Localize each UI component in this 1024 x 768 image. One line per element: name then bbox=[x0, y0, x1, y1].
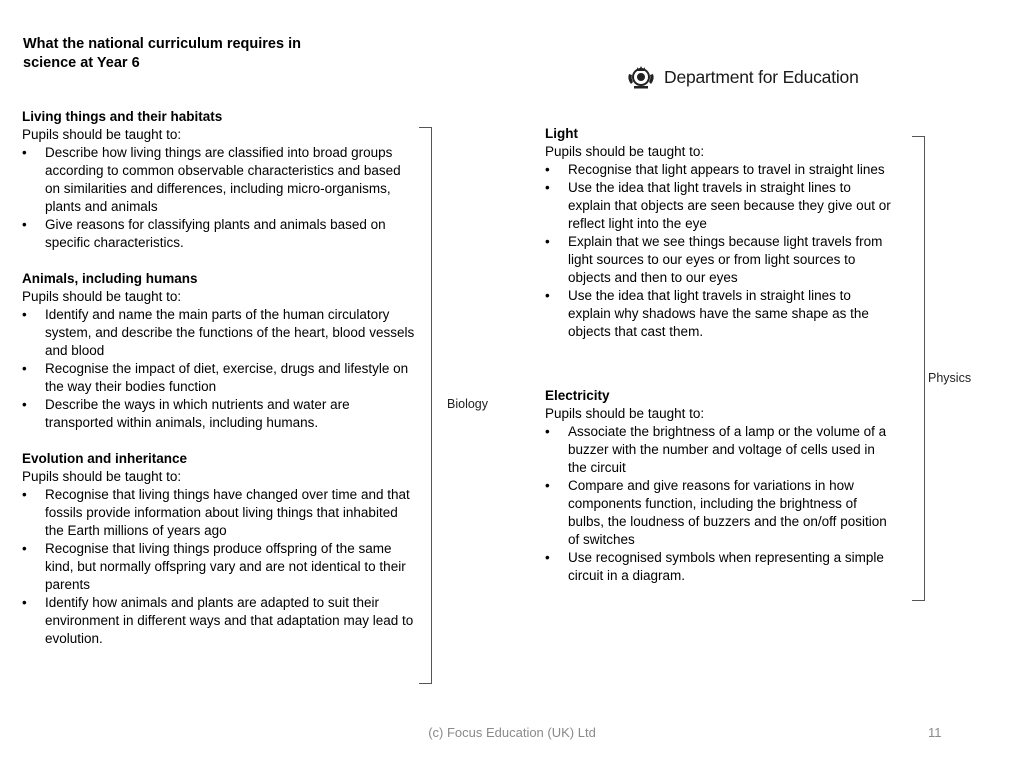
list-item: • Describe how living things are classified into broad groups according to common observable characteristics and based on similarities and differences, including micro-organisms, plants and animals bbox=[22, 144, 417, 216]
royal-crest-icon bbox=[626, 62, 656, 92]
biology-column bbox=[22, 108, 417, 666]
list-item: • Identify and name the main parts of the human circulatory system, and describe the functions of the heart, blood vessels and blood bbox=[22, 306, 417, 360]
list-item: • Recognise the impact of diet, exercise, drugs and lifestyle on the way their bodies function bbox=[22, 360, 417, 396]
list-item: • Use the idea that light travels in straight lines to explain why shadows have the same shape as the objects that cast them. bbox=[545, 287, 895, 341]
list-item: • Recognise that light appears to travel in straight lines bbox=[545, 161, 895, 179]
biology-bracket bbox=[419, 127, 432, 684]
list-item: • Compare and give reasons for variations in how components function, including the brightness of bulbs, the loudness of buzzers and the on/off position of switches bbox=[545, 477, 895, 549]
section-heading: Electricity bbox=[545, 388, 610, 403]
biology-label: Biology bbox=[447, 397, 488, 411]
list-item: • Give reasons for classifying plants and animals based on specific characteristics. bbox=[22, 216, 417, 252]
physics-column bbox=[545, 125, 895, 603]
bullet-list bbox=[22, 144, 417, 252]
section-evolution bbox=[22, 450, 417, 648]
list-item: • Identify how animals and plants are adapted to suit their environment in different ways and that adaptation may lead to evolution. bbox=[22, 594, 417, 648]
list-item: • Use the idea that light travels in straight lines to explain that objects are seen because they give out or reflect light into the eye bbox=[545, 179, 895, 233]
list-item: • Use recognised symbols when representing a simple circuit in a diagram. bbox=[545, 549, 895, 585]
dfe-logo bbox=[626, 62, 859, 92]
section-heading: Evolution and inheritance bbox=[22, 451, 188, 466]
section-intro: Pupils should be taught to: bbox=[545, 144, 705, 159]
page-title: What the national curriculum requires in science at Year 6 bbox=[23, 36, 301, 71]
list-item: • Recognise that living things produce offspring of the same kind, but normally offspring vary and are not identical to their parents bbox=[22, 540, 417, 594]
section-heading: Living things and their habitats bbox=[22, 109, 223, 124]
list-item: • Explain that we see things because light travels from light sources to our eyes or from light sources to objects and then to our eyes bbox=[545, 233, 895, 287]
bullet-list bbox=[545, 423, 895, 585]
list-item: • Recognise that living things have changed over time and that fossils provide information about living things that inhabited the Earth millions of years ago bbox=[22, 486, 417, 540]
section-intro: Pupils should be taught to: bbox=[22, 127, 182, 142]
bullet-list bbox=[545, 161, 895, 341]
section-animals-humans bbox=[22, 270, 417, 432]
section-heading: Light bbox=[545, 126, 578, 141]
bullet-list bbox=[22, 306, 417, 432]
bullet-list bbox=[22, 486, 417, 648]
physics-bracket bbox=[912, 136, 925, 601]
physics-label: Physics bbox=[928, 371, 972, 385]
list-item: • Describe the ways in which nutrients and water are transported within animals, including humans. bbox=[22, 396, 417, 432]
footer-copyright: (c) Focus Education (UK) Ltd bbox=[428, 725, 596, 740]
section-living-things bbox=[22, 108, 417, 252]
list-item: • Associate the brightness of a lamp or the volume of a buzzer with the number and voltage of cells used in the circuit bbox=[545, 423, 895, 477]
section-light bbox=[545, 125, 895, 341]
page-number: 11 bbox=[928, 725, 942, 740]
dfe-logo-text: Department for Education bbox=[664, 66, 859, 87]
section-intro: Pupils should be taught to: bbox=[545, 406, 705, 421]
section-electricity bbox=[545, 387, 895, 585]
section-intro: Pupils should be taught to: bbox=[22, 469, 182, 484]
section-heading: Animals, including humans bbox=[22, 271, 198, 286]
section-intro: Pupils should be taught to: bbox=[22, 289, 182, 304]
section-spacer bbox=[545, 359, 895, 387]
